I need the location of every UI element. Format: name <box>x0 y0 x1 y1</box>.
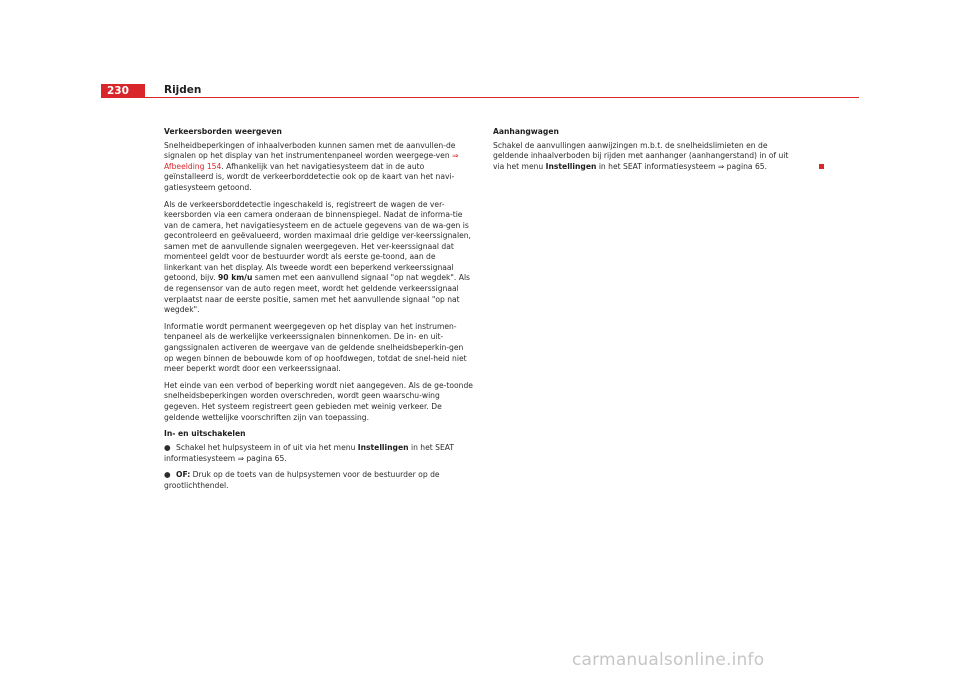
p1-text-before: Snelheidbeperkingen of inhaalverboden kunnen samen met de aanvullen-de signalen op het display van het instrumentenpaneel worden weergege-ven <box>164 140 456 161</box>
watermark: carmanualsonline.info <box>572 650 765 670</box>
bullet-item-2 <box>164 470 474 491</box>
page-header <box>0 0 960 110</box>
p1-text-after: . Afhankelijk van het navigatiesysteem dat in de auto geïnstalleerd is, wordt de verkeerborddetectie ook op de kaart van het navi-gatiesysteem getoond. <box>164 161 455 192</box>
heading-switch-on-off: In- en uitschakelen <box>164 429 246 439</box>
bullet-1-text-after: in het SEAT informatiesysteem ⇒ pagina 65. <box>164 442 455 463</box>
or-label: OF: <box>176 470 191 480</box>
trailer-text-before: Schakel de aanvullingen aanwijzingen m.b.t. de snelheidslimieten en de geldende inhaalverboden bij rijden met aanhanger (aanhangerstand) in of uit via het menu <box>493 140 789 171</box>
paragraph-4: Het einde van een verbod of beperking wordt niet aangegeven. Als de ge-toonde snelheidsbeperkingen worden overschreden, wordt geen waarschu-wing gegeven. Het systeem registreert geen gebieden met weinig verkeer. De geldende wettelijke voorschriften zijn van toepassing. <box>164 380 473 422</box>
bullet-icon: ● <box>164 470 171 480</box>
header-rule <box>145 97 859 98</box>
trailer-text-after: in het SEAT informatiesysteem ⇒ pagina 65. <box>596 161 768 171</box>
right-column <box>493 127 798 178</box>
settings-menu-label: Instellingen <box>545 161 597 171</box>
page-number: 230 <box>107 85 129 97</box>
trailer-paragraph <box>493 141 798 173</box>
section-end-marker-icon <box>819 164 824 169</box>
bullet-2-text-after: Druk op de toets van de hulpsystemen voor de bestuurder op de grootlichthendel. <box>164 470 440 490</box>
paragraph-3: Informatie wordt permanent weergegeven op het display van het instrumen-tenpaneel als de werkelijke verkeerssignalen binnenkomen. De in- en uit-gangssignalen activeren de weergave van de geldende snelheidsbeperkin-gen op wegen binnen de bebouwde kom of op hoofdwegen, totdat de snel-heid niet meer beperkt wordt door een verkeerssignaal. <box>164 321 467 374</box>
heading-traffic-signs: Verkeersborden weergeven <box>164 127 282 136</box>
heading-trailer: Aanhangwagen <box>493 127 559 136</box>
p2-text-after: samen met een aanvullend signaal "op nat wegdek". Als de regensensor van de auto regen meet, wordt het geldende verkeerssignaal verplaatst naar de eerste positie, samen met het aanvullende signaal "op nat wegdek". <box>164 273 471 315</box>
paragraph-1 <box>164 141 474 194</box>
figure-link[interactable]: ⇒ Afbeelding 154 <box>164 151 459 171</box>
settings-menu-label: Instellingen <box>357 442 409 452</box>
speed-limit-value: 90 km/u <box>218 273 253 283</box>
bullet-icon: ● <box>164 442 171 452</box>
bullet-item-1 <box>164 443 474 464</box>
paragraph-2 <box>164 200 474 316</box>
p2-text-before: Als de verkeersborddetectie ingeschakeld is, registreert de wagen de ver-keersborden via een camera onderaan de binnenspiegel. Nadat de informa-tie van de camera, het navigatiesysteem en de actuele gegevens van de wa-gen is gecontroleerd en geëvalueerd, worden maximaal drie geldige ver-keerssignalen, samen met de aanvullende signalen weergegeven. Het ver-keerssignaal dat momenteel geldt voor de bestuurder wordt als eerste ge-toond, aan de linkerkant van het display. Als tweede wordt een beperkend verkeerssignaal getoond, bijv. <box>164 199 471 283</box>
left-column <box>164 127 474 498</box>
bullet-1-text-before: Schakel het hulpsysteem in of uit via het menu <box>176 442 358 452</box>
section-title: Rijden <box>164 84 202 96</box>
